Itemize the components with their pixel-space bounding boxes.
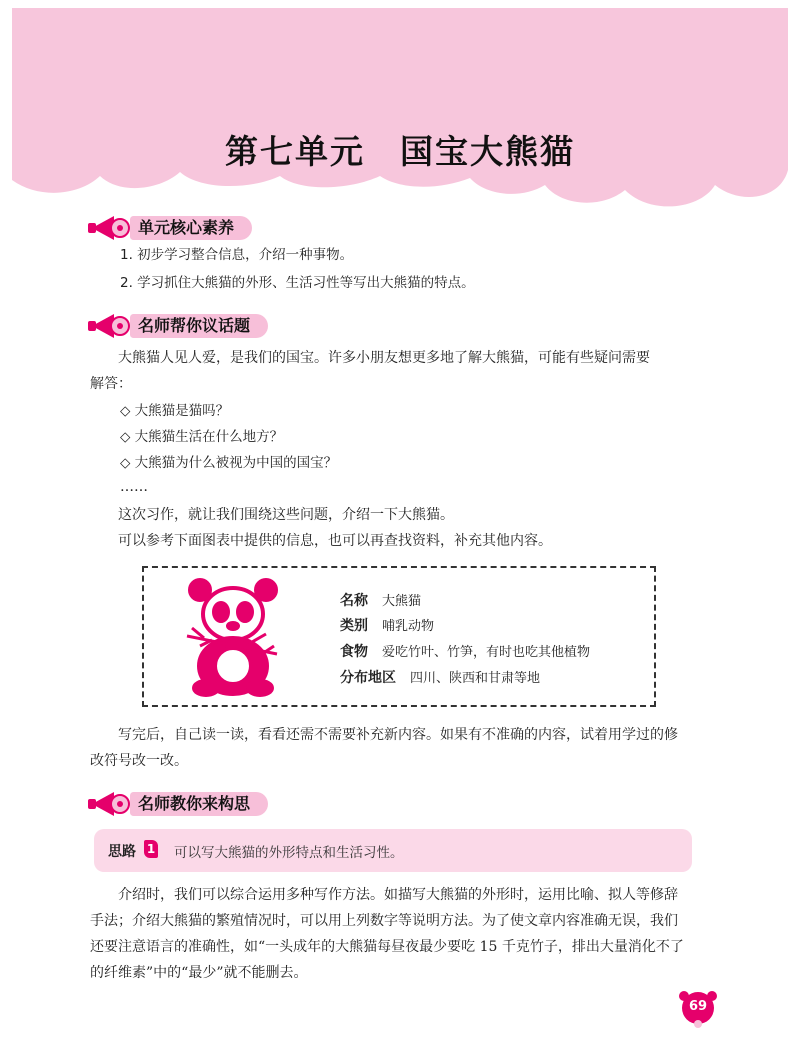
section-header-structure (88, 786, 288, 822)
hint-text: 可以写大熊猫的外形特点和生活习性。 (174, 845, 404, 861)
header-banner (0, 0, 800, 215)
page-number: 69 (688, 999, 708, 1014)
core-item-2: 2. 学习抓住大熊猫的外形、生活习性等写出大熊猫的特点。 (120, 275, 475, 291)
hint-number-badge: 1 (144, 840, 158, 858)
info-row-name (340, 590, 421, 610)
core-item-1: 1. 初步学习整合信息，介绍一种事物。 (120, 247, 354, 263)
structure-line-4: 的纤维素”中的“最少”就不能删去。 (90, 965, 308, 981)
info-row-category (340, 615, 434, 635)
info-key: 类别 (340, 618, 368, 634)
info-value: 四川、陕西和甘肃等地 (410, 671, 541, 686)
after-line-2: 改符号改一改。 (90, 753, 188, 769)
structure-line-2: 手法；介绍大熊猫的繁殖情况时，可以用上列数字等说明方法。为了使文章内容准确无误，我们 (90, 913, 678, 929)
hint-bar (94, 829, 692, 872)
topic-para-1: 这次习作，就让我们围绕这些问题，介绍一下大熊猫。 (118, 507, 454, 523)
section-label: 单元核心素养 (130, 216, 252, 240)
page-title: 第七单元 国宝大熊猫 (225, 132, 575, 171)
question-2: ◇ 大熊猫生活在什么地方？ (120, 429, 284, 445)
info-value: 爱吃竹叶、竹笋，有时也吃其他植物 (382, 645, 591, 660)
info-key: 名称 (340, 593, 368, 609)
hint-label: 思路 (108, 844, 136, 860)
info-value: 大熊猫 (382, 594, 422, 609)
info-value: 哺乳动物 (382, 619, 435, 634)
after-line-1: 写完后，自己读一读，看看还需不需要补充新内容。如果有不准确的内容，试着用学过的修 (118, 727, 678, 743)
megaphone-icon (88, 210, 132, 246)
section-header-core (88, 210, 288, 246)
section-label: 名师教你来构思 (130, 792, 268, 816)
info-key: 食物 (340, 644, 368, 660)
section-label: 名师帮你议话题 (130, 314, 268, 338)
megaphone-icon (88, 786, 132, 822)
info-row-food (340, 641, 590, 661)
ellipsis: …… (120, 479, 148, 495)
structure-line-3: 还要注意语言的准确性，如“一头成年的大熊猫每昼夜最少要吃 15 千克竹子，排出大量消化不了 (90, 939, 684, 955)
info-key: 分布地区 (340, 670, 396, 686)
info-row-region (340, 667, 540, 687)
section-header-topic (88, 308, 288, 344)
structure-line-1: 介绍时，我们可以综合运用多种写作方法。如描写大熊猫的外形时，运用比喻、拟人等修辞 (118, 887, 678, 903)
topic-intro-line2: 解答： (90, 376, 132, 392)
megaphone-icon (88, 308, 132, 344)
topic-para-2: 可以参考下面图表中提供的信息，也可以再查找资料，补充其他内容。 (118, 533, 552, 549)
question-3: ◇ 大熊猫为什么被视为中国的国宝？ (120, 455, 338, 471)
topic-intro-line1: 大熊猫人见人爱，是我们的国宝。许多小朋友想更多地了解大熊猫，可能有些疑问需要 (118, 350, 650, 366)
question-1: ◇ 大熊猫是猫吗？ (120, 403, 230, 419)
panda-info-box (142, 566, 656, 707)
panda-illustration (182, 576, 292, 698)
